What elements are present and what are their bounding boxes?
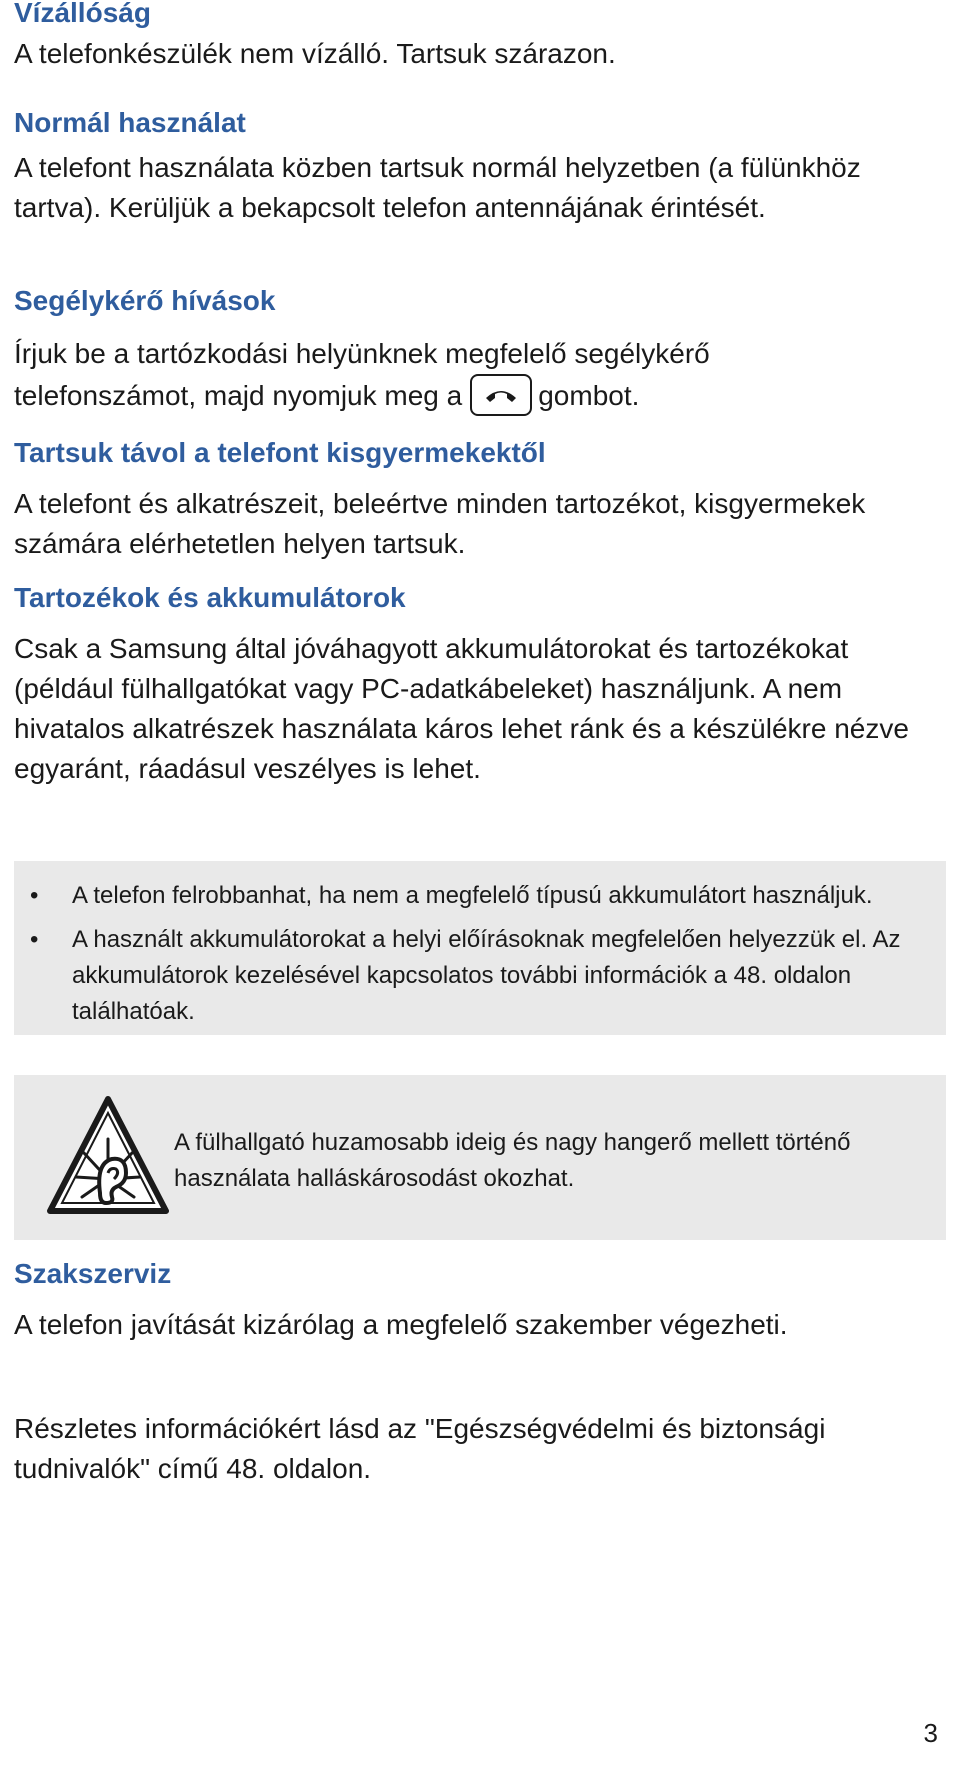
section-text: A telefonkészülék nem vízálló. Tartsuk szárazon. <box>14 38 616 69</box>
hearing-warning-icon <box>44 1093 172 1221</box>
section-heading: Vízállóság <box>14 0 151 28</box>
page-number: 3 <box>923 1718 938 1748</box>
section-text: A telefont és alkatrészeit, beleértve minden tartozékot, kisgyermekek számára elérhetetlen helyen tartsuk. <box>14 488 866 559</box>
call-key-icon <box>470 374 532 416</box>
section-waterproof <box>14 0 944 74</box>
hearing-warning-text: A fülhallgató huzamosabb ideig és nagy hangerő mellett történő használata halláskárosodást okozhat. <box>174 1129 851 1192</box>
bullet-icon: • <box>30 926 39 953</box>
hearing-warning-box <box>14 1075 946 1240</box>
section-children <box>14 436 944 564</box>
text-after-key: gombot. <box>538 380 640 411</box>
list-item: • A használt akkumulátorokat a helyi előírásoknak megfelelően helyezzük el. Az akkumulátorok kezelésével kapcsolatos további információk a 48. oldalon találhatóak. <box>14 922 946 1030</box>
list-item: • A telefon felrobbanhat, ha nem a megfelelő típusú akkumulátort használjuk. <box>14 878 946 914</box>
section-heading: Normál használat <box>14 107 246 138</box>
section-text-line2 <box>14 376 944 419</box>
section-normal-use <box>14 106 944 228</box>
section-heading: Tartsuk távol a telefont kisgyermekektől <box>14 437 546 468</box>
section-heading: Szakszerviz <box>14 1258 172 1289</box>
section-more-info <box>14 1409 944 1489</box>
section-text-line1: Írjuk be a tartózkodási helyünknek megfelelő segélykérő <box>14 338 710 369</box>
section-heading: Segélykérő hívások <box>14 285 276 316</box>
section-accessories <box>14 581 944 789</box>
text-before-key: telefonszámot, majd nyomjuk meg a <box>14 380 463 411</box>
bullet-icon: • <box>30 882 39 909</box>
section-service <box>14 1257 944 1345</box>
battery-bullet-list <box>14 878 946 1030</box>
section-text: Csak a Samsung által jóváhagyott akkumulátorokat és tartozékokat (például fülhallgatókat vagy PC-adatkábeleket) használjunk. A nem hivatalos alkatrészek használata káros lehet ránk és a készülékre nézve egyaránt, ráadásul veszélyes is lehet. <box>14 633 909 784</box>
section-text: A telefon javítását kizárólag a megfelelő szakember végezheti. <box>14 1309 788 1340</box>
battery-note-box <box>14 861 946 1035</box>
section-emergency <box>14 284 944 419</box>
section-heading: Tartozékok és akkumulátorok <box>14 582 406 613</box>
section-text: Részletes információkért lásd az "Egészségvédelmi és biztonsági tudnivalók" című 48. oldalon. <box>14 1413 826 1484</box>
section-text: A telefont használata közben tartsuk normál helyzetben (a fülünkhöz tartva). Kerüljük a bekapcsolt telefon antennájának érintését. <box>14 152 861 223</box>
